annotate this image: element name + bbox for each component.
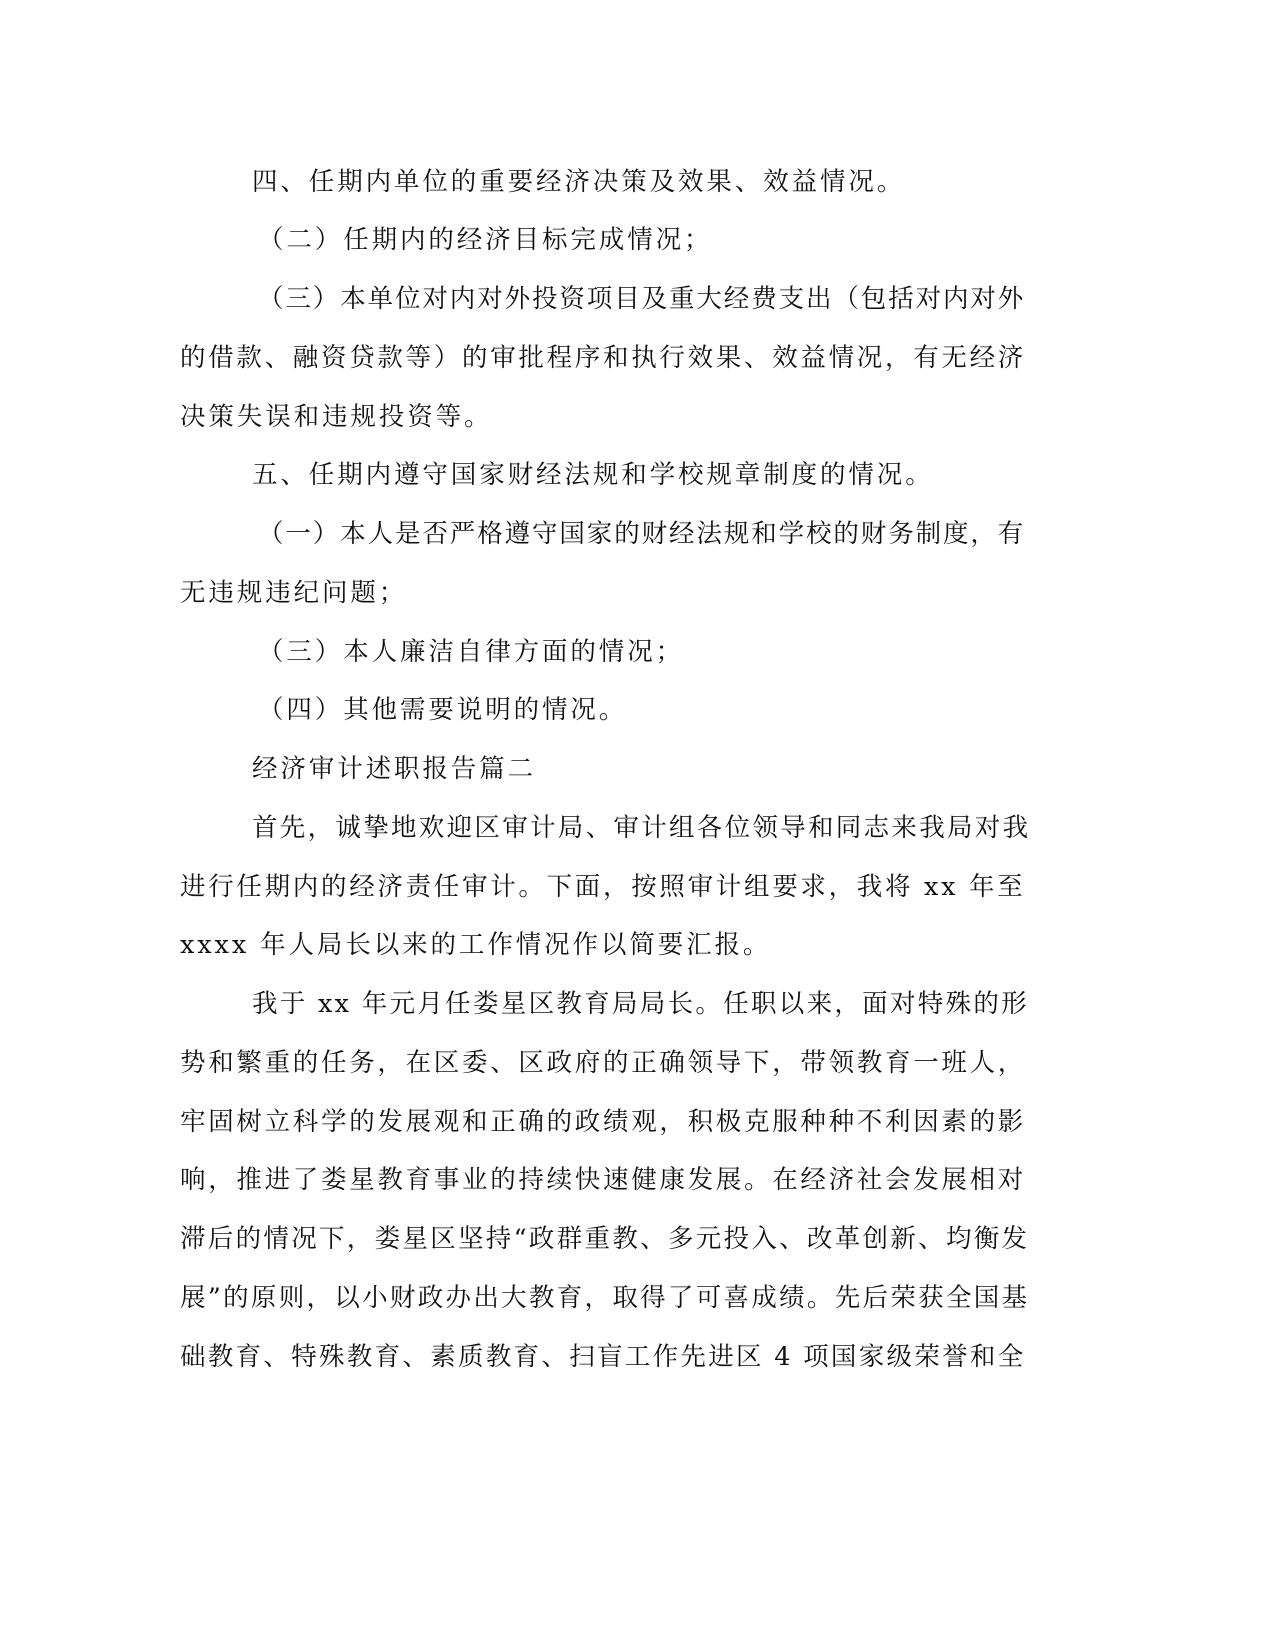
sub-item-3-line-2: 的借款、融资贷款等）的审批程序和执行效果、效益情况，有无经济 xyxy=(180,343,1027,373)
sub-item-3-line-3: 决策失误和违规投资等。 xyxy=(180,402,493,432)
paragraph-2-line-3: 牢固树立科学的发展观和正确的政绩观，积极克服种种不利因素的影 xyxy=(180,1107,1027,1137)
paragraph-2-line-6: 展”的原则，以小财政办出大教育，取得了可喜成绩。先后荣获全国基 xyxy=(180,1283,1030,1313)
paragraph-2-line-7: 础教育、特殊教育、素质教育、扫盲工作先进区 4 项国家级荣誉和全 xyxy=(180,1342,1026,1372)
sub-item-4: （四）其他需要说明的情况。 xyxy=(258,695,628,725)
sub-item-1-line-1: （一）本人是否严格遵守国家的财经法规和学校的财务制度，有 xyxy=(258,519,1026,549)
article-title: 经济审计述职报告篇二 xyxy=(252,754,537,784)
sub-item-1-line-2: 无违规违纪问题； xyxy=(180,578,408,608)
paragraph-1-line-2: 进行任期内的经济责任审计。下面，按照审计组要求，我将 xx 年至 xyxy=(180,872,1026,902)
paragraph-2-line-2: 势和繁重的任务，在区委、区政府的正确领导下，带领教育一班人， xyxy=(180,1048,1027,1078)
paragraph-2-line-1: 我于 xx 年元月任娄星区教育局局长。任职以来，面对特殊的形 xyxy=(252,989,1029,1019)
section-heading-4: 四、任期内单位的重要经济决策及效果、效益情况。 xyxy=(252,167,906,197)
sub-item-3-line-1: （三）本单位对内对外投资项目及重大经费支出（包括对内对外 xyxy=(258,284,1026,314)
paragraph-2-line-4: 响，推进了娄星教育事业的持续快速健康发展。在经济社会发展相对 xyxy=(180,1165,1027,1195)
sub-item-2: （二）任期内的经济目标完成情况； xyxy=(258,225,713,255)
section-heading-5: 五、任期内遵守国家财经法规和学校规章制度的情况。 xyxy=(252,460,934,490)
sub-item-3b: （三）本人廉洁自律方面的情况； xyxy=(258,637,685,667)
paragraph-2-line-5: 滞后的情况下，娄星区坚持“政群重教、多元投入、改革创新、均衡发 xyxy=(180,1224,1030,1254)
paragraph-1-line-1: 首先，诚挚地欢迎区审计局、审计组各位领导和同志来我局对我 xyxy=(252,813,1031,843)
paragraph-1-line-3: xxxx 年人局长以来的工作情况作以简要汇报。 xyxy=(180,930,772,960)
